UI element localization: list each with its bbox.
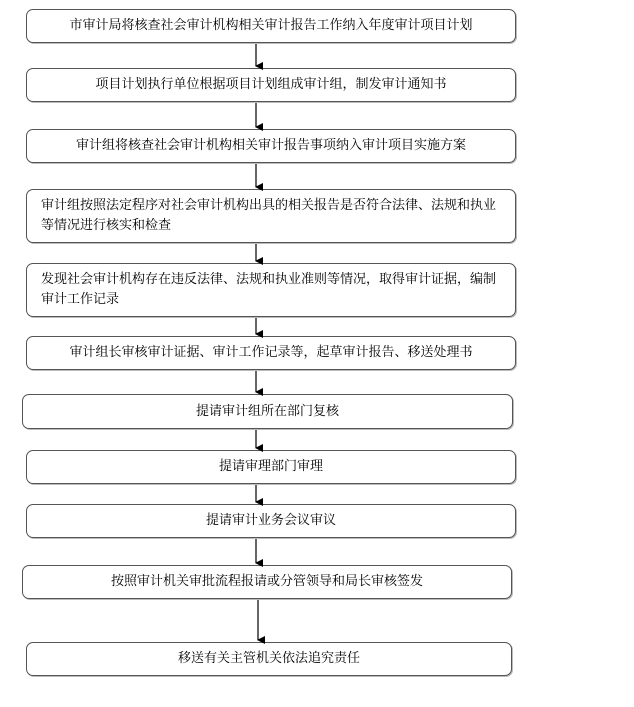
step-2-box: 项目计划执行单位根据项目计划组成审计组，制发审计通知书 [26, 68, 516, 102]
step-8-box: 提请审理部门审理 [26, 450, 516, 484]
step-7-box: 提请审计组所在部门复核 [22, 394, 513, 429]
step-10-box: 按照审计机关审批流程报请或分管领导和局长审核签发 [22, 565, 512, 599]
step-4-box: 审计组按照法定程序对社会审计机构出具的相关报告是否符合法律、法规和执业等情况进行核实和检查 [26, 189, 516, 243]
step-1-box: 市审计局将核查社会审计机构相关审计报告工作纳入年度审计项目计划 [26, 9, 516, 43]
step-5-box: 发现社会审计机构存在违反法律、法规和执业准则等情况，取得审计证据，编制审计工作记录 [26, 263, 516, 317]
step-6-box: 审计组长审核审计证据、审计工作记录等，起草审计报告、移送处理书 [26, 336, 516, 370]
step-11-box: 移送有关主管机关依法追究责任 [26, 642, 512, 676]
step-3-box: 审计组将核查社会审计机构相关审计报告事项纳入审计项目实施方案 [26, 129, 516, 163]
step-9-box: 提请审计业务会议审议 [26, 504, 516, 538]
